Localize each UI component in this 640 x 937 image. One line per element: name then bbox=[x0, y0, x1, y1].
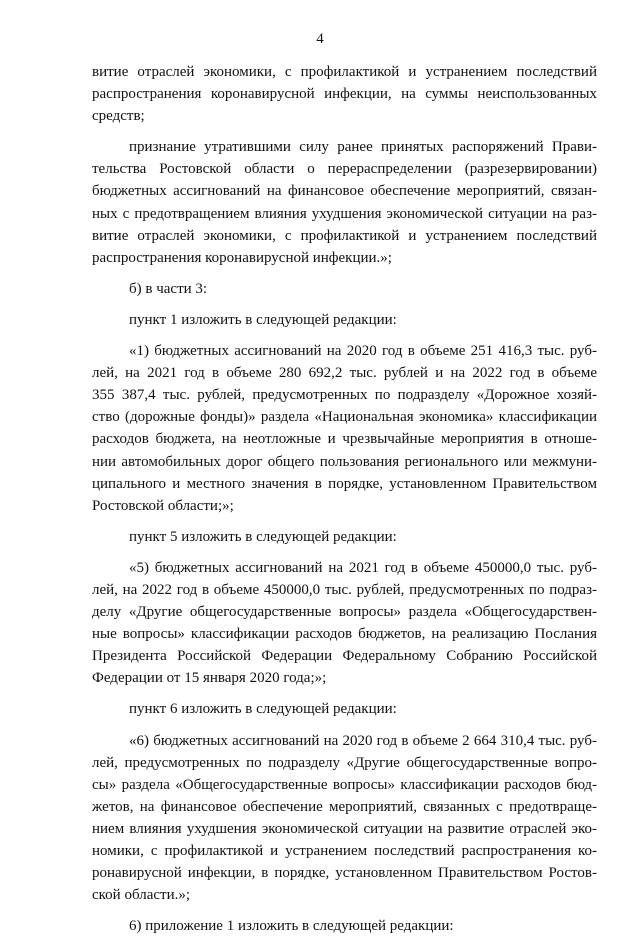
document-body bbox=[92, 61, 597, 937]
text-line: расходов бюджета, на неотложные и чрезвычайные мероприятия в отноше- bbox=[92, 431, 597, 448]
paragraph bbox=[92, 61, 597, 127]
text-line: «6) бюджетных ассигнований на 2020 год в объеме 2 664 310,4 тыс. руб- bbox=[129, 732, 597, 749]
text-line: ство (дорожные фонды)» раздела «Национальная экономика» классификации bbox=[92, 409, 597, 426]
text-line: ные вопросы» классификации расходов бюджетов, на реализацию Послания bbox=[92, 626, 597, 643]
paragraph bbox=[92, 526, 597, 548]
text-line: лей, предусмотренных по подразделу «Другие общегосударственные вопро- bbox=[92, 754, 597, 771]
paragraph bbox=[92, 730, 597, 907]
text-line: ской области.»; bbox=[92, 887, 191, 904]
text-line: пункт 5 изложить в следующей редакции: bbox=[129, 528, 397, 545]
text-line: ных с предотвращением влияния ухудшения экономической ситуации на раз- bbox=[92, 205, 597, 222]
text-line: Президента Российской Федерации Федеральному Собранию Российской bbox=[92, 648, 597, 665]
paragraph bbox=[92, 309, 597, 331]
paragraph bbox=[92, 278, 597, 300]
text-line: жетов, на финансовое обеспечение мероприятий, связанных с предотвраще- bbox=[92, 798, 597, 815]
text-line: распространения коронавирусной инфекции, на суммы неиспользованных bbox=[92, 86, 597, 103]
text-line: 6) приложение 1 изложить в следующей редакции: bbox=[129, 918, 454, 935]
text-line: пункт 6 изложить в следующей редакции: bbox=[129, 701, 397, 718]
text-line: бюджетных ассигнований на финансовое обеспечение мероприятий, связан- bbox=[92, 183, 597, 200]
text-line: «5) бюджетных ассигнований на 2021 год в объеме 450000,0 тыс. руб- bbox=[129, 559, 597, 576]
text-line: лей, на 2021 год в объеме 280 692,2 тыс. рублей и на 2022 год в объеме bbox=[92, 365, 597, 382]
text-line: средств; bbox=[92, 108, 145, 125]
page-number: 4 bbox=[316, 31, 324, 47]
text-line: распространения коронавирусной инфекции.»; bbox=[92, 249, 392, 266]
text-line: тельства Ростовской области о перераспределении (разрезервировании) bbox=[92, 161, 597, 178]
paragraph bbox=[92, 340, 597, 517]
text-line: признание утратившими силу ранее принятых распоряжений Прави- bbox=[129, 139, 597, 156]
text-line: витие отраслей экономики, с профилактикой и устранением последствий bbox=[92, 64, 597, 80]
text-line: сы» раздела «Общегосударственные вопросы» классификации расходов бюд- bbox=[92, 776, 597, 793]
text-line: ронавирусной инфекции, в порядке, установленном Правительством Ростов- bbox=[92, 865, 597, 882]
text-line: витие отраслей экономики, с профилактикой и устранением последствий bbox=[92, 227, 597, 244]
text-line: нием влияния ухудшения экономической ситуации на развитие отраслей эко- bbox=[92, 820, 597, 837]
text-line: лей, на 2022 год в объеме 450000,0 тыс. рублей, предусмотренных по подраз- bbox=[92, 581, 597, 598]
text-line: б) в части 3: bbox=[129, 280, 208, 297]
text-line: номики, с профилактикой и устранением последствий распространения ко- bbox=[92, 843, 597, 859]
paragraph bbox=[92, 915, 597, 937]
text-line: «1) бюджетных ассигнований на 2020 год в объеме 251 416,3 тыс. руб- bbox=[129, 343, 597, 360]
text-line: Федерации от 15 января 2020 года;»; bbox=[92, 670, 327, 687]
text-line: Ростовской области;»; bbox=[92, 497, 234, 514]
text-line: 355 387,4 тыс. рублей, предусмотренных по подразделу «Дорожное хозяй- bbox=[92, 387, 597, 404]
text-line: нии автомобильных дорог общего пользования регионального или межмуни- bbox=[92, 453, 597, 470]
paragraph bbox=[92, 557, 597, 690]
text-line: ципального и местного значения в порядке, установленном Правительством bbox=[92, 475, 597, 492]
text-line: пункт 1 изложить в следующей редакции: bbox=[129, 311, 397, 328]
text-line: делу «Другие общегосударственные вопросы» раздела «Общегосударствен- bbox=[92, 604, 597, 621]
paragraph bbox=[92, 698, 597, 720]
paragraph bbox=[92, 136, 597, 269]
